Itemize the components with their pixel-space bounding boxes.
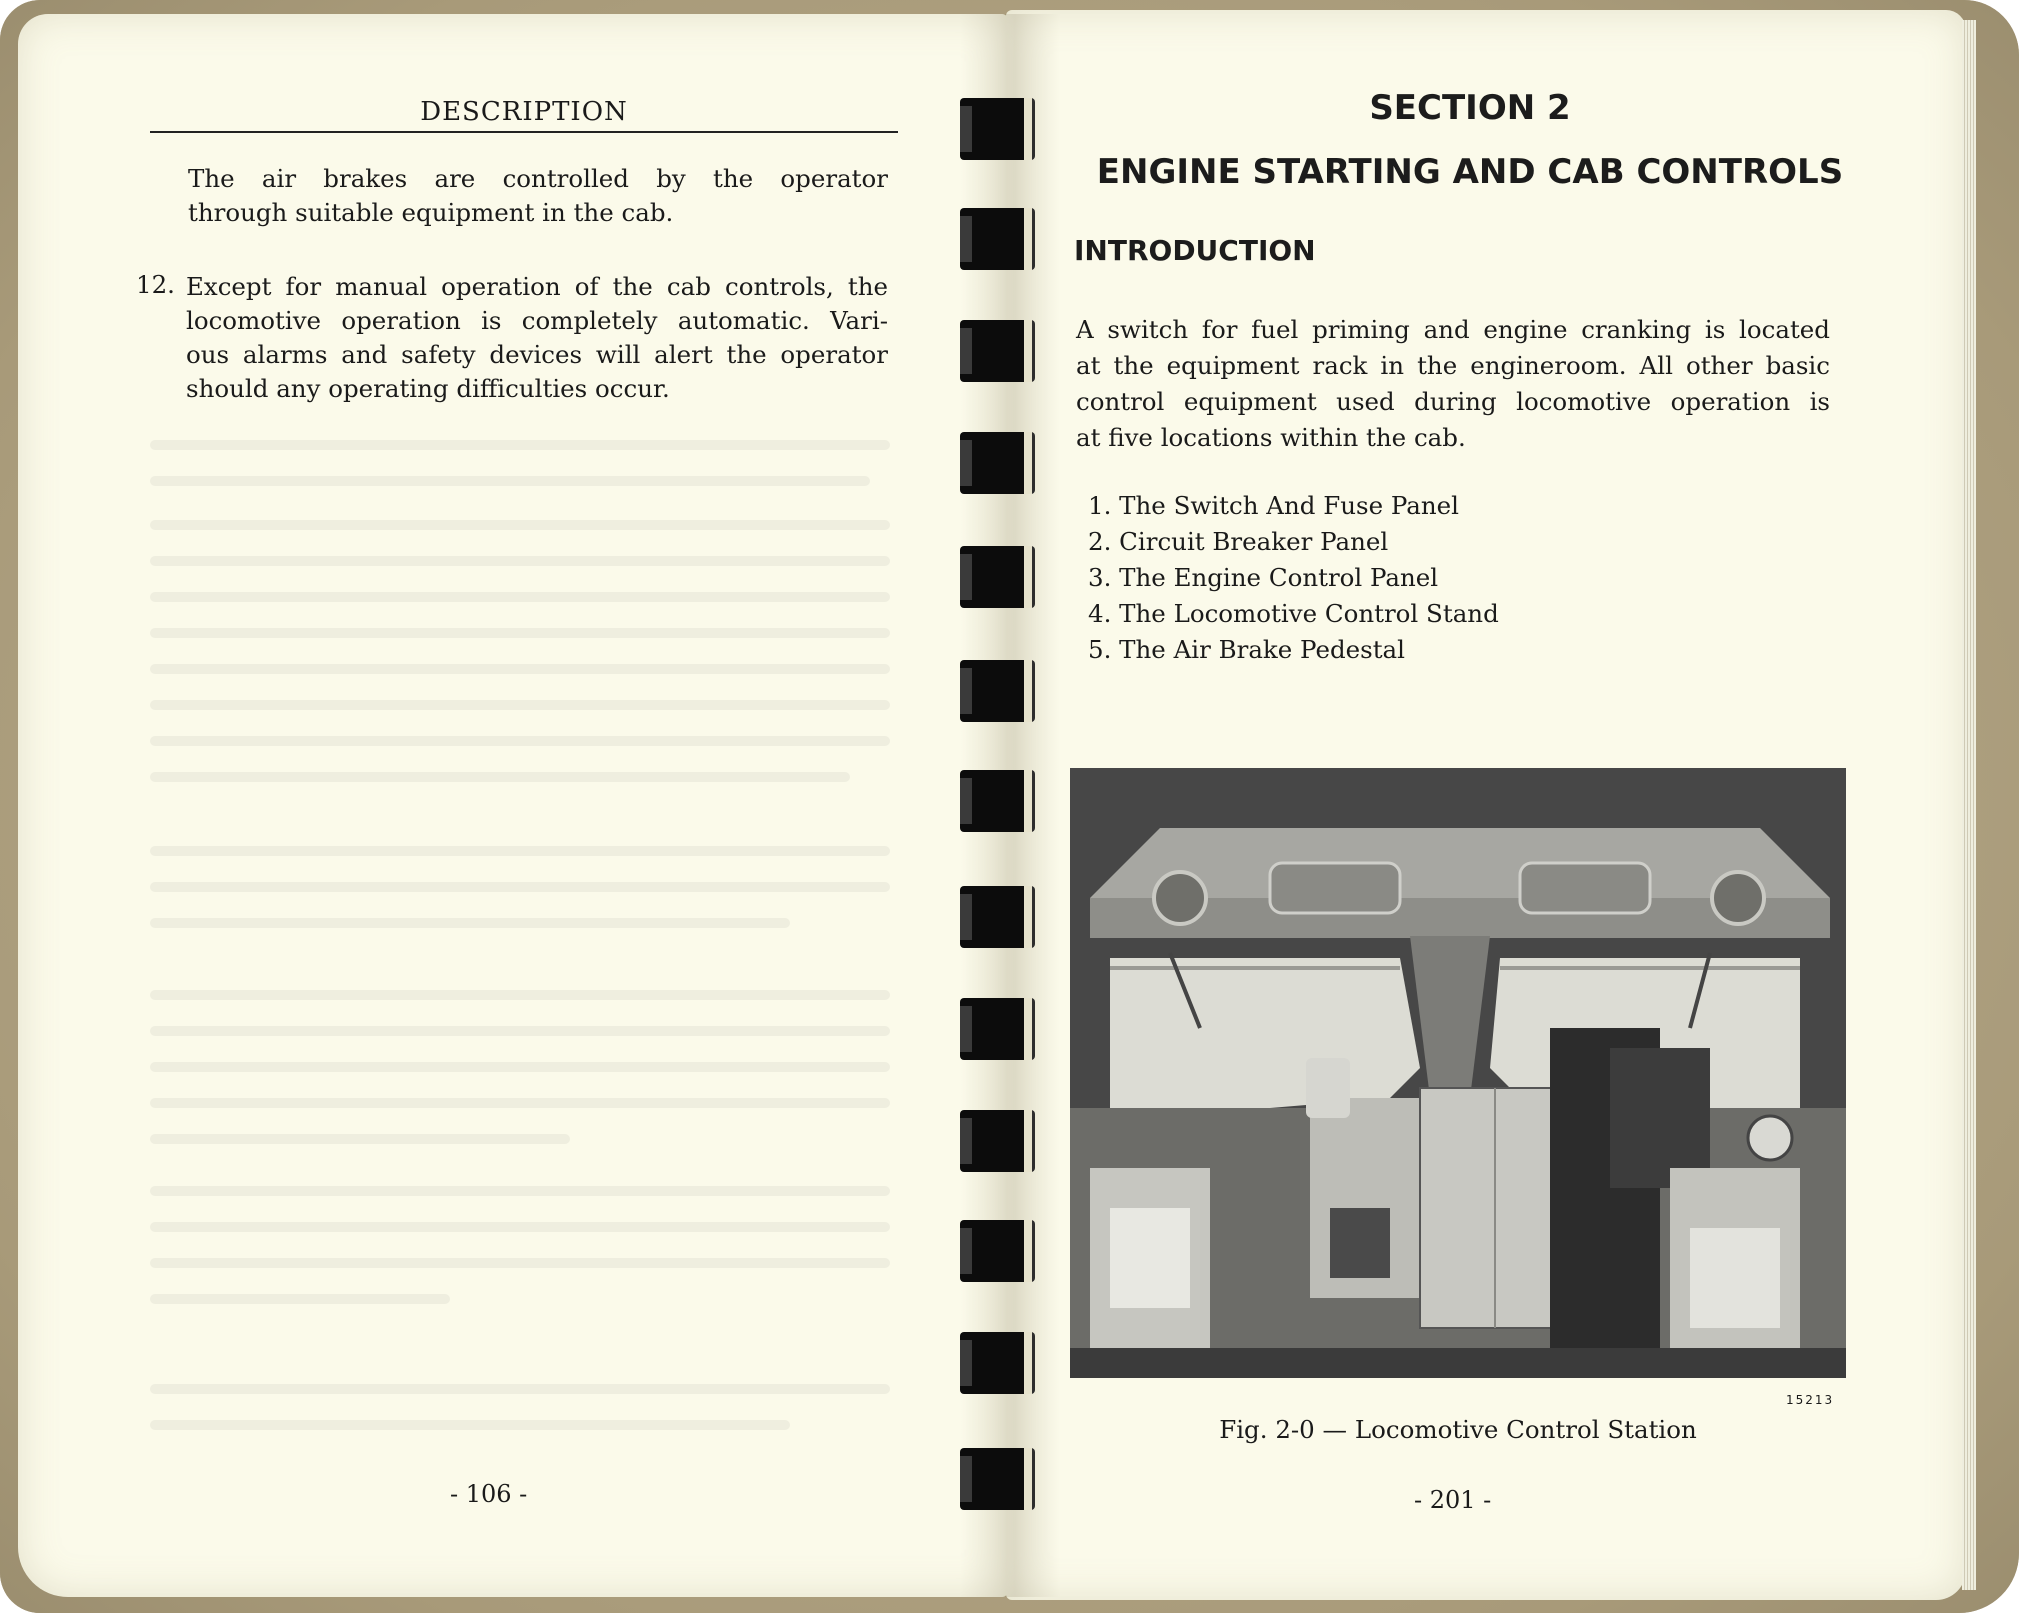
binding-ring <box>960 1110 1032 1172</box>
text-line: Except for manual operation of the cab controls, the <box>186 272 888 301</box>
list-item: 1. The Switch And Fuse Panel <box>1088 491 1459 520</box>
left-page <box>18 14 1008 1597</box>
item-number: 12. <box>136 270 175 299</box>
text-line: through suitable equipment in the cab. <box>188 198 674 227</box>
binding-ring <box>960 770 1032 832</box>
right-page-number: - 201 - <box>1414 1486 1492 1514</box>
binding-ring <box>960 998 1032 1060</box>
locomotive-control-station-photo <box>1070 768 1846 1378</box>
binding-ring <box>960 886 1032 948</box>
binding-ring <box>960 1448 1032 1510</box>
list-item: 3. The Engine Control Panel <box>1088 563 1439 592</box>
control-locations-list <box>1088 488 1688 668</box>
binding-ring <box>960 320 1032 382</box>
list-item: 4. The Locomotive Control Stand <box>1088 599 1499 628</box>
text-line: control equipment used during locomotive operation is <box>1076 387 1830 416</box>
binding-ring <box>960 546 1032 608</box>
introduction-paragraph <box>1076 312 1830 456</box>
introduction-heading: INTRODUCTION <box>1074 234 1316 267</box>
text-line: at five locations within the cab. <box>1076 423 1466 452</box>
header-rule <box>150 131 898 133</box>
text-line: ous alarms and safety devices will alert the operator <box>186 340 888 369</box>
list-item: 2. Circuit Breaker Panel <box>1088 527 1389 556</box>
text-line: The air brakes are controlled by the operator <box>188 164 888 193</box>
item-12-paragraph <box>186 270 888 406</box>
left-page-number: - 106 - <box>450 1480 528 1508</box>
text-line: at the equipment rack in the engineroom. All other basic <box>1076 351 1830 380</box>
section-title: ENGINE STARTING AND CAB CONTROLS <box>1096 152 1844 192</box>
text-line: should any operating difficulties occur. <box>186 374 670 403</box>
binding-ring <box>960 432 1032 494</box>
figure-caption: Fig. 2-0 — Locomotive Control Station <box>1219 1415 1697 1444</box>
page-stack-edge <box>1962 20 1976 1590</box>
section-label: SECTION 2 <box>1369 88 1571 128</box>
binding-ring <box>960 1220 1032 1282</box>
binding-ring <box>960 660 1032 722</box>
air-brakes-paragraph <box>188 162 888 230</box>
binding-ring <box>960 208 1032 270</box>
binding-ring <box>960 98 1032 160</box>
cab-illustration <box>1070 768 1846 1378</box>
text-line: A switch for fuel priming and engine cranking is located <box>1076 315 1830 344</box>
left-running-header: DESCRIPTION <box>420 97 628 127</box>
figure-code: 15213 <box>1786 1393 1835 1407</box>
list-item: 5. The Air Brake Pedestal <box>1088 635 1405 664</box>
text-line: locomotive operation is completely automatic. Vari- <box>186 306 888 335</box>
binding-ring <box>960 1332 1032 1394</box>
